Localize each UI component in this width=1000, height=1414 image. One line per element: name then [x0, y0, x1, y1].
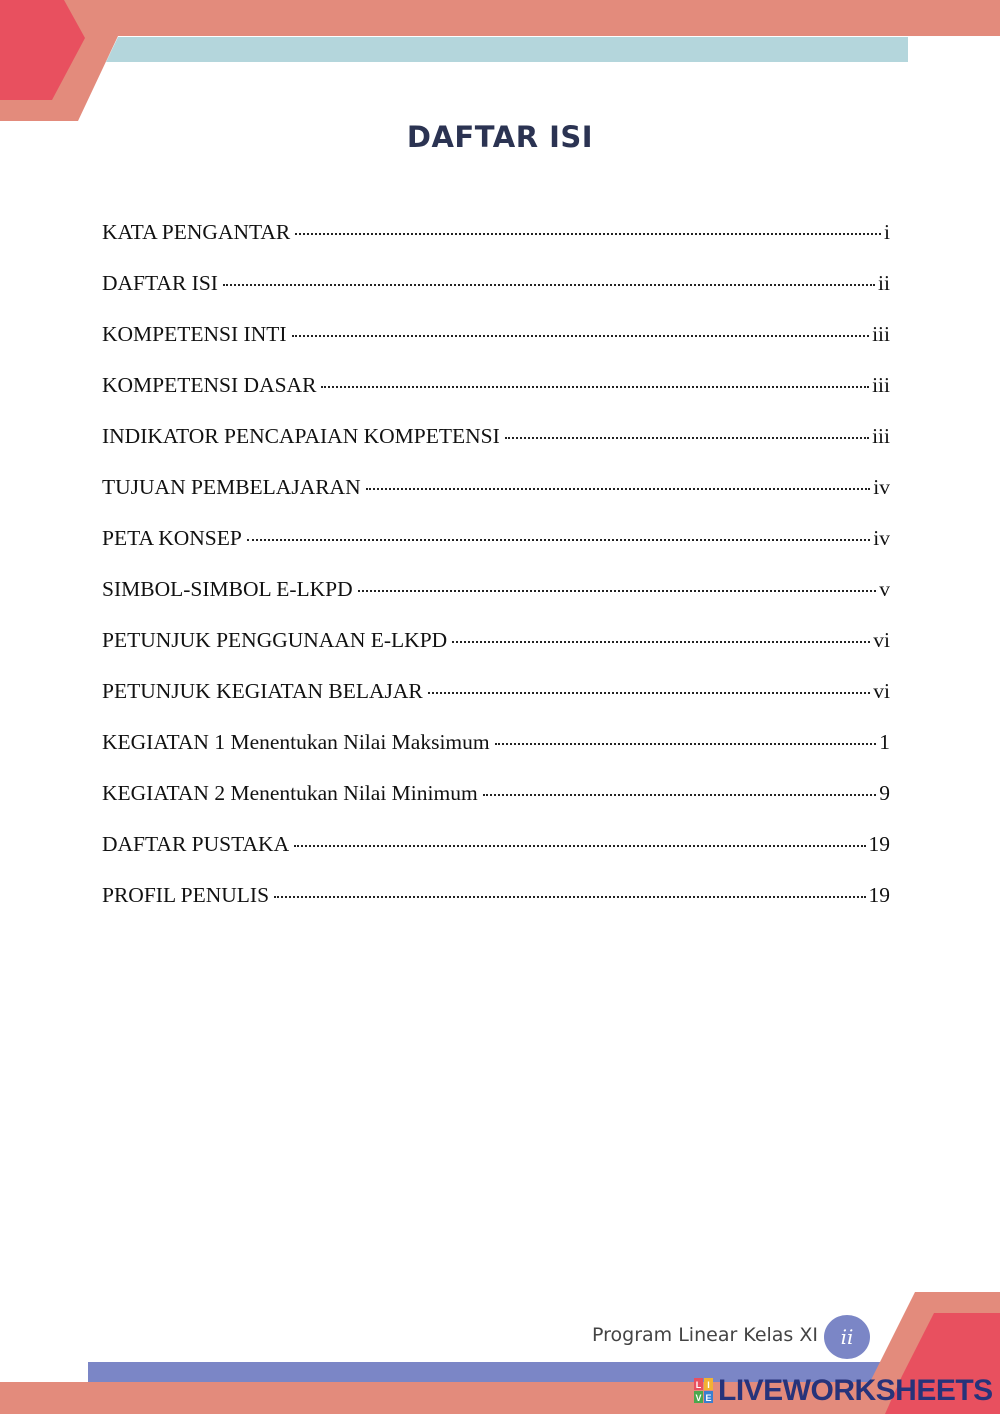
toc-page-number: 19	[868, 832, 890, 856]
toc-label: PETUNJUK KEGIATAN BELAJAR	[102, 679, 423, 703]
toc-page-number: iii	[872, 424, 890, 448]
toc-page-number: 9	[879, 781, 890, 805]
toc-row[interactable]	[102, 475, 890, 526]
toc-label: KEGIATAN 2 Menentukan Nilai Minimum	[102, 781, 478, 805]
toc-page-number: iv	[873, 475, 890, 499]
toc-leader-dots	[321, 386, 869, 388]
toc-leader-dots	[223, 284, 875, 286]
toc-label: PROFIL PENULIS	[102, 883, 270, 907]
toc-row[interactable]	[102, 781, 890, 832]
toc-page-number: iii	[872, 373, 890, 397]
toc-page-number: i	[884, 220, 890, 244]
toc-row[interactable]	[102, 373, 890, 424]
toc-label: KEGIATAN 1 Menentukan Nilai Maksimum	[102, 730, 490, 754]
toc-leader-dots	[366, 488, 871, 490]
toc-leader-dots	[495, 743, 877, 745]
toc-leader-dots	[292, 335, 870, 337]
toc-leader-dots	[247, 539, 870, 541]
toc-label: SIMBOL-SIMBOL E-LKPD	[102, 577, 353, 601]
toc-label: PETA KONSEP	[102, 526, 242, 550]
toc-row[interactable]	[102, 730, 890, 781]
toc-label: TUJUAN PEMBELAJARAN	[102, 475, 361, 499]
liveworksheets-logo-icon	[694, 1378, 714, 1404]
toc-row[interactable]	[102, 424, 890, 475]
toc-page-number: 1	[879, 730, 890, 754]
logo-letter: V	[695, 1393, 702, 1403]
toc-page-number: v	[879, 577, 890, 601]
toc-page-number: ii	[878, 271, 890, 295]
toc-leader-dots	[294, 845, 865, 847]
toc-page-number: 19	[868, 883, 890, 907]
liveworksheets-brand[interactable]	[694, 1376, 993, 1406]
toc-row[interactable]	[102, 679, 890, 730]
top-teal-stripe	[106, 37, 908, 62]
toc-row[interactable]	[102, 832, 890, 883]
toc-row[interactable]	[102, 577, 890, 628]
toc-row[interactable]	[102, 271, 890, 322]
toc-page-number: vi	[873, 679, 890, 703]
toc-label: DAFTAR ISI	[102, 271, 218, 295]
toc-leader-dots	[274, 896, 865, 898]
toc-leader-dots	[428, 692, 870, 694]
page-number-badge: ii	[824, 1315, 870, 1359]
toc-row[interactable]	[102, 220, 890, 271]
logo-letter: I	[707, 1380, 710, 1390]
page-title: DAFTAR ISI	[406, 120, 594, 154]
logo-letter: E	[705, 1393, 712, 1403]
toc-page-number: iii	[872, 322, 890, 346]
toc-label: KATA PENGANTAR	[102, 220, 291, 244]
toc-label: KOMPETENSI INTI	[102, 322, 287, 346]
footer-book-title: Program Linear Kelas XI	[592, 1324, 818, 1346]
toc-row[interactable]	[102, 883, 890, 934]
toc-leader-dots	[295, 233, 881, 235]
toc-label: INDIKATOR PENCAPAIAN KOMPETENSI	[102, 424, 500, 448]
toc-label: DAFTAR PUSTAKA	[102, 832, 290, 856]
toc-leader-dots	[452, 641, 870, 643]
toc-leader-dots	[358, 590, 877, 592]
logo-letter: L	[695, 1380, 702, 1390]
brand-name: LIVEWORKSHEETS	[718, 1374, 993, 1407]
toc-leader-dots	[483, 794, 877, 796]
table-of-contents	[102, 220, 890, 934]
toc-page-number: iv	[873, 526, 890, 550]
toc-label: KOMPETENSI DASAR	[102, 373, 317, 397]
toc-leader-dots	[505, 437, 869, 439]
toc-label: PETUNJUK PENGGUNAAN E-LKPD	[102, 628, 448, 652]
toc-row[interactable]	[102, 322, 890, 373]
toc-row[interactable]	[102, 526, 890, 577]
toc-page-number: vi	[873, 628, 890, 652]
toc-row[interactable]	[102, 628, 890, 679]
